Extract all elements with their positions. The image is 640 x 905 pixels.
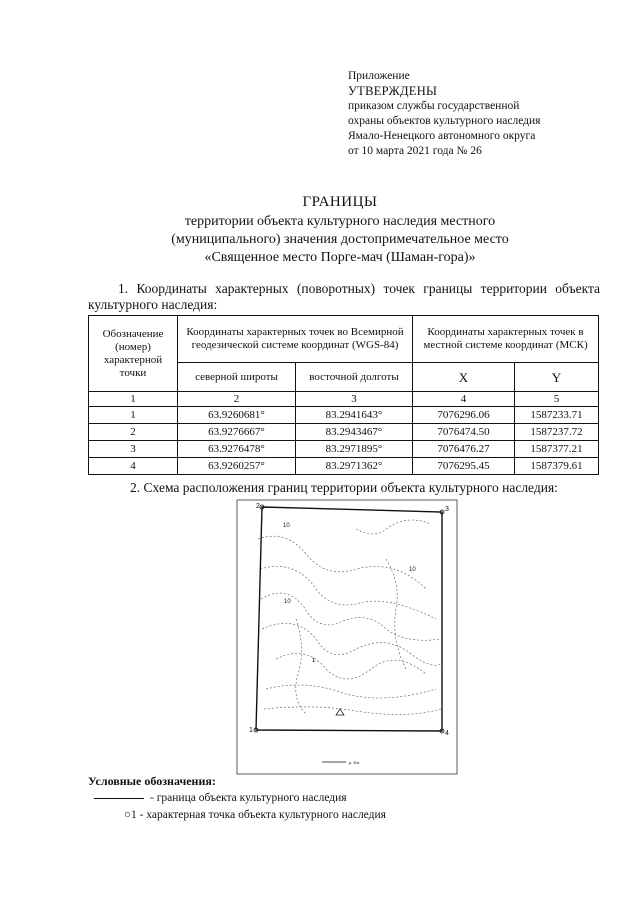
appendix-block	[348, 69, 540, 159]
header-wgs: Координаты характерных точек во Всемирной геодезической системе координат (WGS-84)	[178, 316, 413, 363]
column-number-row	[89, 392, 599, 407]
legend-boundary	[94, 792, 347, 804]
cell-y: 1587377.21	[515, 441, 599, 458]
cell-lon: 83.2943467°	[296, 424, 413, 441]
column-number: 1	[89, 392, 178, 407]
column-number: 4	[413, 392, 515, 407]
column-number: 5	[515, 392, 599, 407]
column-number: 2	[178, 392, 296, 407]
title-line: (муниципального) значения достопримечательное место	[171, 232, 509, 247]
coordinates-table	[88, 315, 599, 475]
contour-label: 1	[312, 658, 316, 664]
contour-label: 10	[283, 523, 290, 529]
boundary-scheme	[236, 499, 458, 775]
cell-lat: 63.9276667°	[178, 424, 296, 441]
header-msk: Координаты характерных точек в местной системе координат (МСК)	[413, 316, 599, 363]
header-lon: восточной долготы	[296, 363, 413, 392]
corner-label: 2	[256, 503, 260, 510]
document-title	[0, 193, 640, 267]
scale-text: р. Бог	[349, 760, 360, 765]
point-marker-icon: ○1	[124, 809, 137, 821]
legend-point-label: - характерная точка объекта культурного наследия	[139, 809, 386, 821]
cell-y: 1587233.71	[515, 407, 599, 424]
table-row	[89, 407, 599, 424]
approved-label: УТВЕРЖДЕНЫ	[348, 84, 438, 98]
corner-label: 3	[445, 506, 449, 513]
corner-label: 1	[249, 727, 253, 734]
title-line: «Священное место Порге-мач (Шаман-гора)»	[204, 250, 476, 265]
table-row	[89, 441, 599, 458]
title-line: территории объекта культурного наследия местного	[184, 214, 496, 229]
header-point: Обозначение (номер) характерной точки	[89, 316, 178, 392]
cell-x: 7076476.27	[413, 441, 515, 458]
boundary-line-icon	[94, 798, 144, 799]
cell-point: 1	[89, 407, 178, 424]
title-heading: ГРАНИЦЫ	[302, 194, 378, 210]
section-1-heading: 1. Координаты характерных (поворотных) точек границы территории объекта культурного наследия:	[88, 281, 600, 312]
table-row	[89, 458, 599, 475]
header-x: X	[413, 363, 515, 392]
triangulation-marker	[336, 709, 344, 715]
cell-lon: 83.2941643°	[296, 407, 413, 424]
cell-point: 4	[89, 458, 178, 475]
contour-label: 10	[284, 599, 291, 605]
cell-lat: 63.9276478°	[178, 441, 296, 458]
header-y: Y	[515, 363, 599, 392]
legend-boundary-label: - граница объекта культурного наследия	[150, 792, 347, 804]
appendix-line: охраны объектов культурного наследия	[348, 115, 541, 127]
cell-lat: 63.9260257°	[178, 458, 296, 475]
boundary-polygon	[256, 507, 442, 731]
scheme-frame	[237, 500, 457, 774]
cell-x: 7076295.45	[413, 458, 515, 475]
cell-y: 1587379.61	[515, 458, 599, 475]
cell-point: 3	[89, 441, 178, 458]
appendix-label: Приложение	[348, 70, 410, 82]
cell-y: 1587237.72	[515, 424, 599, 441]
contour-lines	[258, 520, 441, 715]
corner-label: 4	[445, 730, 449, 737]
column-number: 3	[296, 392, 413, 407]
legend-point	[124, 809, 386, 821]
appendix-line: приказом службы государственной	[348, 100, 520, 112]
cell-point: 2	[89, 424, 178, 441]
section-2-heading: 2. Схема расположения границ территории объекта культурного наследия:	[130, 480, 558, 495]
appendix-date: от 10 марта 2021 года № 26	[348, 145, 482, 157]
cell-lon: 83.2971895°	[296, 441, 413, 458]
appendix-line: Ямало-Ненецкого автономного округа	[348, 130, 536, 142]
cell-x: 7076474.50	[413, 424, 515, 441]
cell-lon: 83.2971362°	[296, 458, 413, 475]
header-lat: северной широты	[178, 363, 296, 392]
cell-lat: 63.9260681°	[178, 407, 296, 424]
contour-label: 10	[409, 567, 416, 573]
legend-heading: Условные обозначения:	[88, 774, 216, 788]
table-row	[89, 424, 599, 441]
cell-x: 7076296.06	[413, 407, 515, 424]
